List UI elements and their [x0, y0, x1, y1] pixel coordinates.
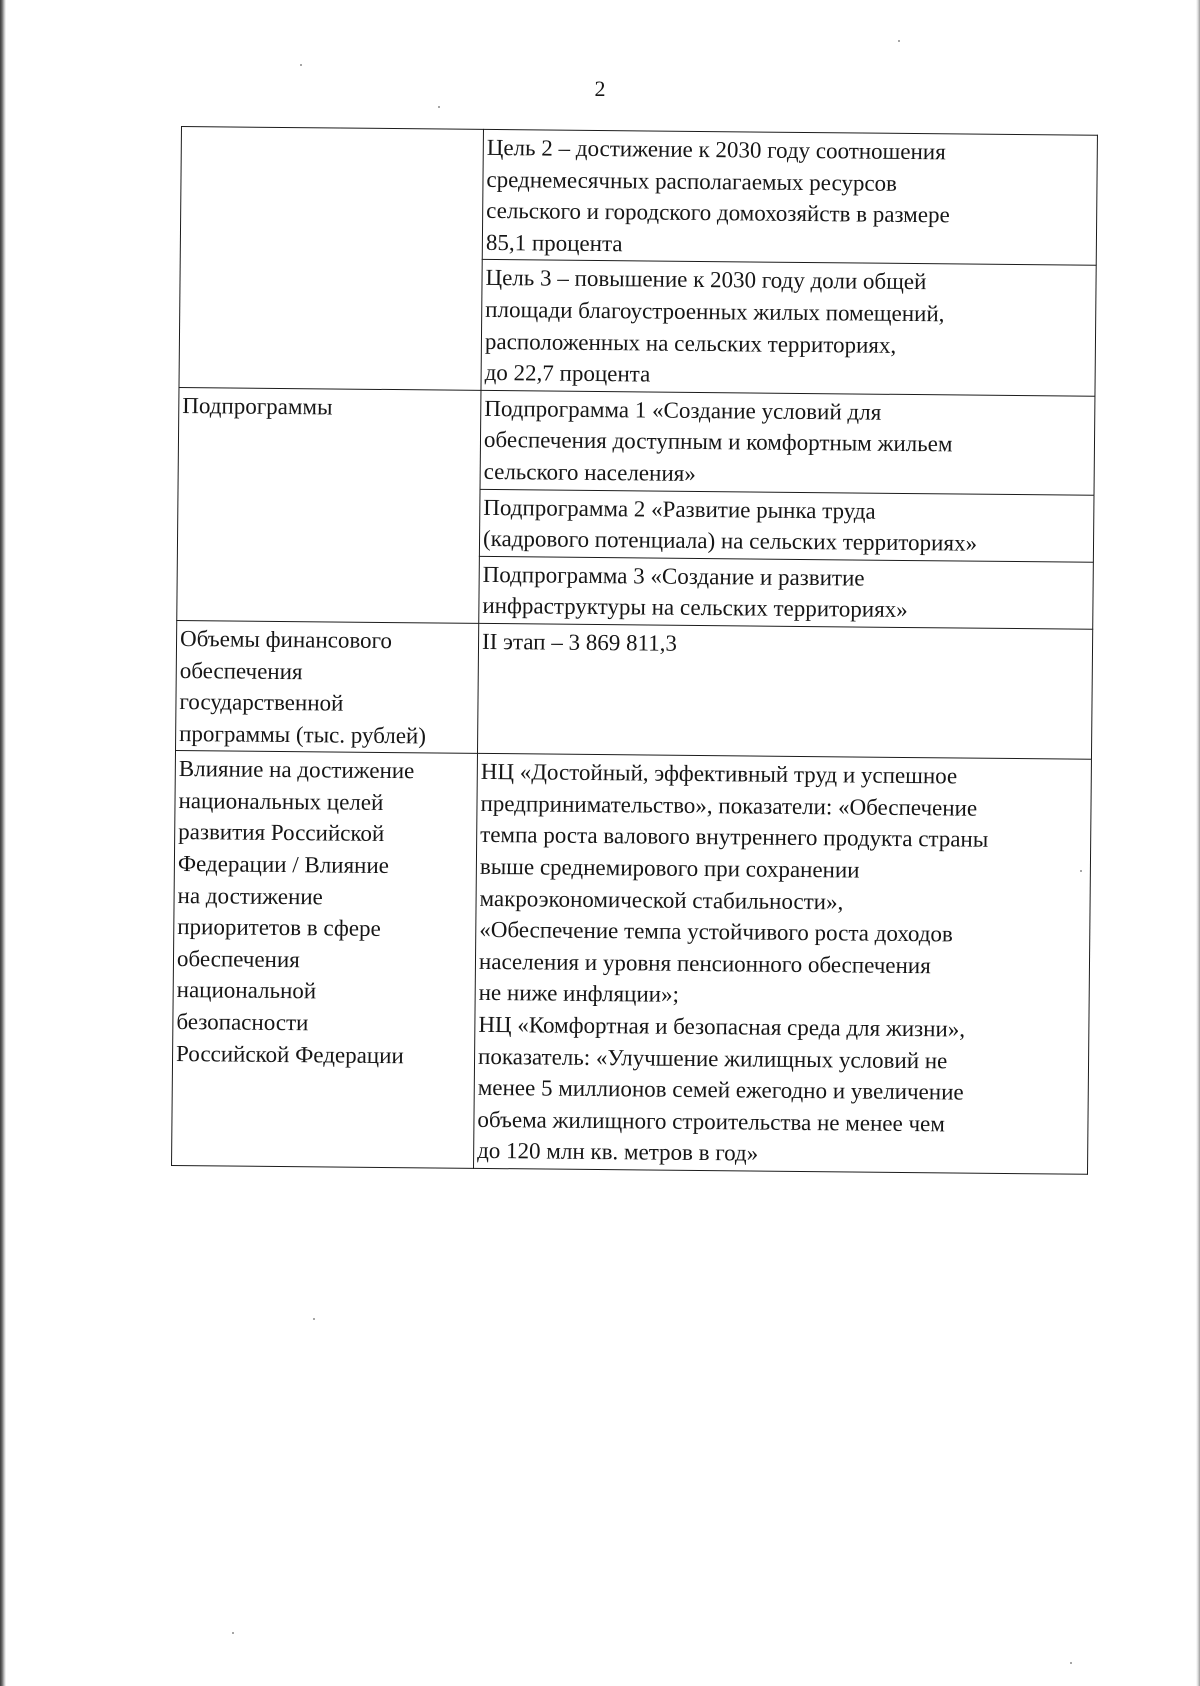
national-goals-cell: НЦ «Достойный, эффективный труд и успешное предпринимательство», показатели: «Обеспечение темпа роста валового внутреннего продукта страны выше среднемирового при сохранении макроэкономической стабильности», «Обеспечение темпа устойчивого роста доходов населения и уровня пенсионного обеспечения не ниже инфляции»; НЦ «Комфортная и безопасная среда для жизни», показатель: «Улучшение жилищных условий не менее 5 миллионов семей ежегодно и увеличение объема жилищного строительства не менее чем до 120 млн кв. метров в год»	[474, 754, 1092, 1175]
goal-2-cell: Цель 2 – достижение к 2030 году соотношения среднемесячных располагаемых ресурсов сельского и городского домохозяйств в размере 85,1 процента	[482, 129, 1097, 265]
passport-table	[171, 126, 1098, 1175]
subprogram-2-cell: Подпрограмма 2 «Развитие рынка труда (кадрового потенциала) на сельских территориях»	[479, 489, 1094, 562]
scan-speck	[300, 64, 302, 66]
goal-3-cell: Цель 3 – повышение к 2030 году доли общей площади благоустроенных жилых помещений, расположенных на сельских территориях, до 22,7 процента	[481, 260, 1096, 396]
row-label-subprograms: Подпрограммы	[177, 387, 481, 623]
subprogram-1-cell: Подпрограмма 1 «Создание условий для обеспечения доступным и комфортным жильем сельского населения»	[480, 390, 1095, 495]
scan-speck	[898, 40, 900, 42]
scan-edge-right	[1196, 0, 1200, 1686]
scan-speck	[1080, 870, 1082, 872]
subprogram-3-cell: Подпрограмма 3 «Создание и развитие инфраструктуры на сельских территориях»	[479, 556, 1094, 629]
scan-speck	[232, 1632, 234, 1634]
scan-speck	[438, 106, 440, 108]
row-label-national-goals: Влияние на достижение национальных целей развития Российской Федерации / Влияние на достижение приоритетов в сфере обеспечения национальной безопасности Российской Федерации	[172, 751, 478, 1169]
table-row	[172, 751, 1092, 1174]
row-label-financing: Объемы финансового обеспечения государственной программы (тыс. рублей)	[176, 620, 479, 753]
scan-speck	[313, 1318, 315, 1320]
financing-value-cell: II этап – 3 869 811,3	[477, 623, 1092, 759]
table-row	[178, 387, 1095, 495]
table-row	[180, 127, 1097, 266]
row-label-goals	[179, 127, 483, 391]
table-row	[176, 620, 1093, 759]
page-number: 2	[594, 76, 606, 101]
scan-speck	[1070, 1662, 1072, 1664]
scan-edge-left	[0, 0, 6, 1686]
